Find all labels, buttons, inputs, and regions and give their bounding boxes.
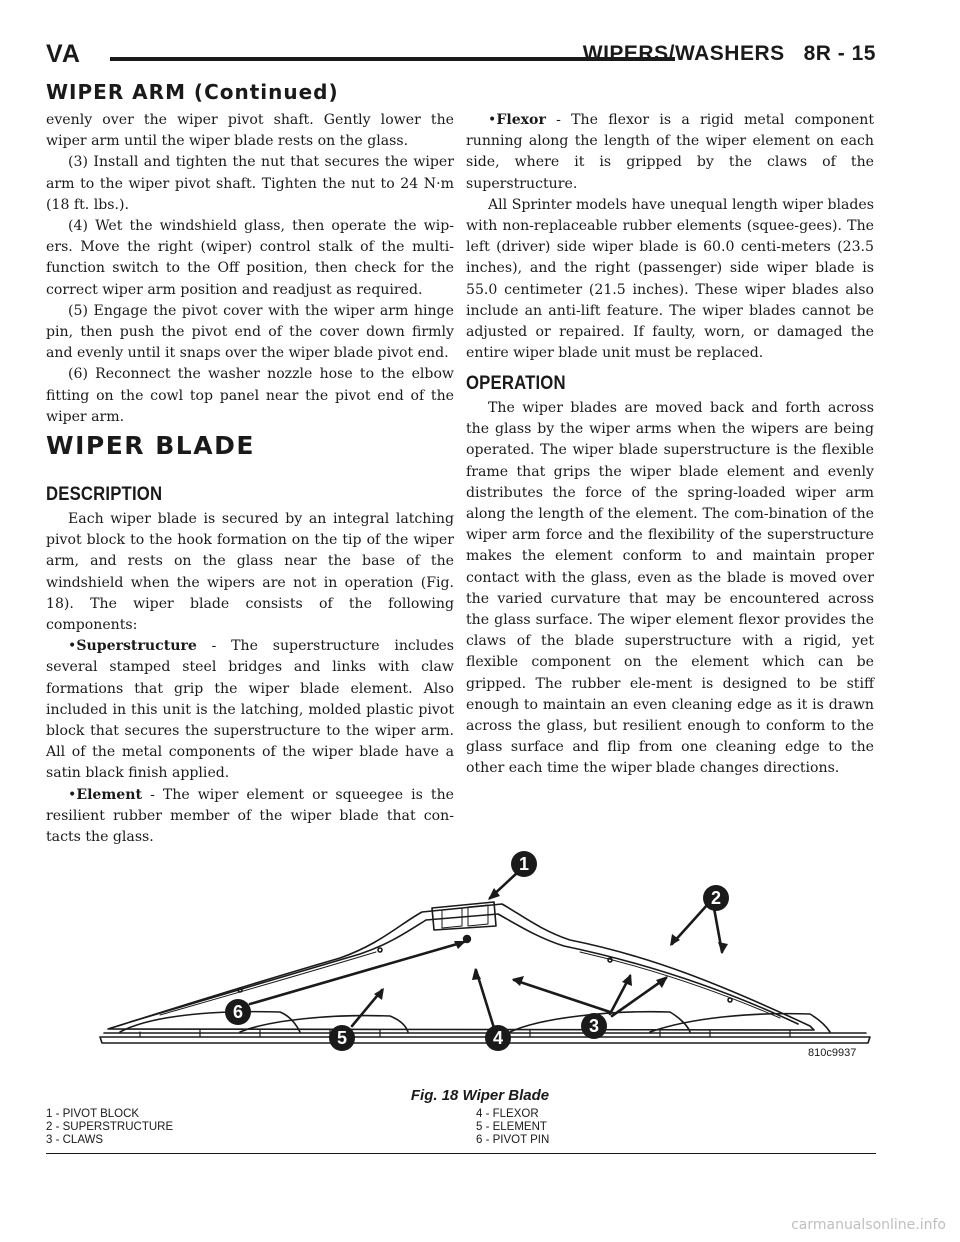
step-5: (5) Engage the pivot cover with the wiper arm hinge pin, then push the pivot end of the cover down firmly and evenly until it snaps over the wiper blade pivot end.: [46, 302, 454, 362]
bullet-text: - The flexor is a rigid metal component running along the length of the wiper element on each side, where it is gripped by the claws of the superstructure.: [466, 112, 874, 192]
superstructure: [108, 904, 814, 1030]
description-heading: DESCRIPTION: [46, 484, 163, 505]
callout-4: 4: [492, 1028, 504, 1048]
step-4: (4) Wet the windshield glass, then operate the wip-ers. Move the right (wiper) control stalk of the multi-function switch to the Off position, then check for the correct wiper arm position and readjust as required.: [46, 218, 454, 298]
figure-code: 810c9937: [808, 1047, 857, 1059]
bullet-term: Element: [76, 786, 143, 803]
bullet-icon: •: [488, 112, 497, 128]
legend-item: 5 - ELEMENT: [476, 1121, 547, 1133]
bullet-term: Superstructure: [76, 638, 197, 655]
description-paragraph: Each wiper blade is secured by an integral latching pivot block to the hook formation on the tip of the wiper arm, and rests on the glass near the base of the windshield when the wipers are not in operation (Fig. 18). The wiper blade consists of the following components:: [46, 511, 454, 634]
figure-legend-left: [46, 1108, 173, 1147]
legend-item: 6 - PIVOT PIN: [476, 1134, 550, 1146]
bullet-term: Flexor: [496, 112, 546, 128]
legend-item: 1 - PIVOT BLOCK: [46, 1108, 140, 1120]
right-column: [466, 110, 874, 364]
section-code: VA: [46, 40, 81, 68]
legend-item: 2 - SUPERSTRUCTURE: [46, 1121, 174, 1133]
continued-heading: WIPER ARM (Continued): [46, 80, 339, 104]
page-header-title: WIPERS/WASHERS 8R - 15: [582, 42, 876, 65]
sprinter-paragraph: All Sprinter models have unequal length wiper blades with non-replaceable rubber elements (squee-gees). The left (driver) side wiper blade is 60.0 centi-meters (23.5 inches), and the right (passenger) side wiper blade is 55.0 centimeter (21.5 inches). These wiper blades also include an anti-lift feature. The wiper blades cannot be adjusted or repaired. If faulty, worn, or damaged the entire wiper blade unit must be replaced.: [466, 196, 874, 362]
callout-1: 1: [518, 854, 530, 874]
bullet-text: - The wiper element or squeegee is the resilient rubber member of the wiper blade that con-tacts the glass.: [46, 786, 454, 846]
legend-item: 4 - FLEXOR: [476, 1108, 539, 1120]
operation-heading: OPERATION: [466, 373, 566, 394]
bullet-icon: •: [68, 638, 77, 655]
operation-paragraph: The wiper blades are moved back and forth across the glass by the wiper arms when the wipers are being operated. The wiper blade superstructure is the flexible frame that grips the wiper blade element and evenly distributes the force of the spring-loaded wiper arm along the length of the element. The com-bination of the wiper arm force and the flexibility of the superstructure makes the element conform to and maintain proper contact with the glass, even as the blade is moved over the varied curvature that may be encountered across the glass surface. The wiper element flexor provides the claws of the blade superstructure with a rigid, yet flexible component on the element which can be gripped. The rubber ele-ment is designed to be stiff enough to maintain an even cleaning edge as it is drawn across the glass, but resilient enough to conform to the glass surface and flip from one cleaning edge to the other each time the wiper blade changes directions.: [466, 400, 874, 777]
callout-2: 2: [710, 888, 722, 908]
wiper-blade-illustration: [90, 840, 890, 1080]
figure-title: Fig. 18 Wiper Blade: [410, 1087, 550, 1104]
leader-2: [672, 904, 708, 944]
callout-5: 5: [336, 1028, 348, 1048]
bullet-text: - The superstructure includes several stamped steel bridges and links with claw formations that grip the wiper blade element. Also included in this unit is the latching, molded plastic pivot block that secures the superstructure to the wiper arm. All of the metal components of the wiper blade have a satin black finish applied.: [46, 638, 454, 782]
callout-3: 3: [588, 1016, 600, 1036]
operation-body: [466, 398, 874, 780]
left-column: [46, 110, 454, 428]
figure-rule: [46, 1153, 876, 1154]
legend-item: 3 - CLAWS: [46, 1134, 104, 1146]
bullet-element: [46, 785, 454, 849]
step-6: (6) Reconnect the washer nozzle hose to the elbow fitting on the cowl top panel near the pivot end of the wiper arm.: [46, 366, 454, 425]
bullet-superstructure: [46, 636, 454, 784]
callout-6: 6: [232, 1002, 244, 1022]
figure-legend-right: [476, 1108, 549, 1147]
paragraph: evenly over the wiper pivot shaft. Gently lower the wiper arm until the wiper blade rests on the glass.: [46, 112, 454, 150]
description-body: [46, 509, 454, 848]
watermark: carmanualsonline.info: [791, 1217, 946, 1233]
bullet-flexor: [466, 110, 874, 195]
callout-numbers: [225, 851, 729, 1051]
section-heading-wiper-blade: WIPER BLADE: [46, 431, 255, 460]
step-3: (3) Install and tighten the nut that secures the wiper arm to the wiper pivot shaft. Tighten the nut to 24 N·m (18 ft. lbs.).: [46, 154, 454, 213]
leader-3: [514, 980, 610, 1012]
bullet-icon: •: [68, 786, 77, 803]
blade-element: [100, 1037, 870, 1043]
